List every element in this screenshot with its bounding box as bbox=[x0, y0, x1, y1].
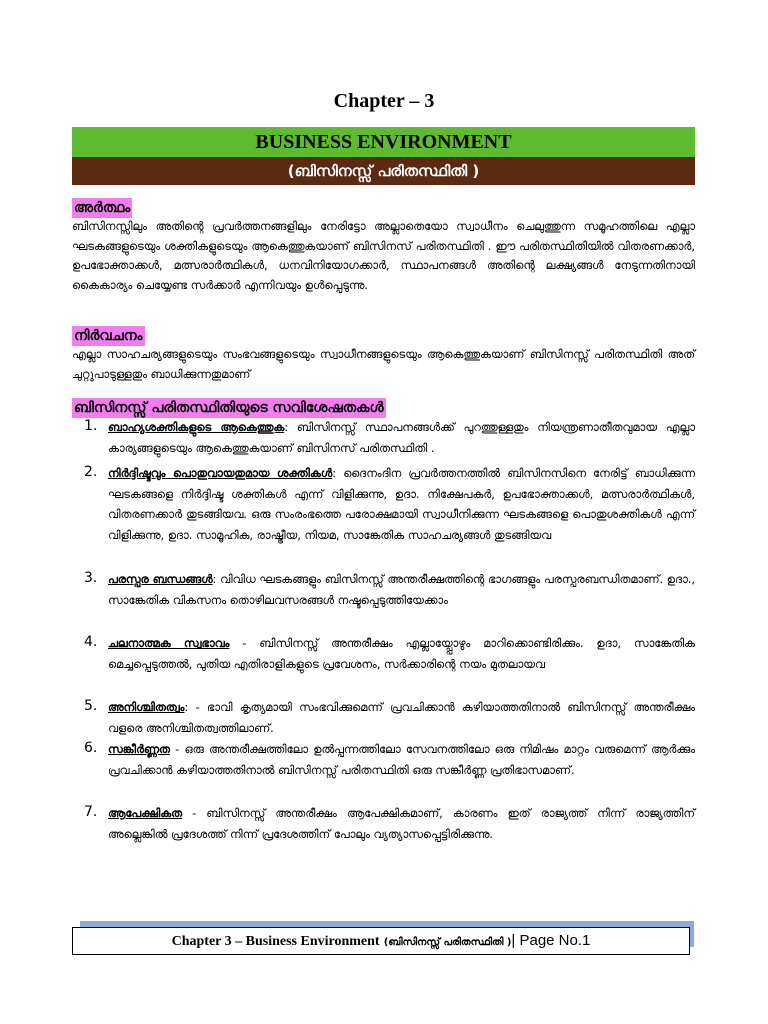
feature-separator: - bbox=[169, 742, 185, 756]
feature-description: ബിസിനസ്സ് സ്ഥാപനങ്ങൾക്ക് പുറത്തുള്ളതും നിയന്ത്രണാതീതവുമായ എല്ലാ കാര്യങ്ങളുടെയും ആകെത്തുകയാണ് ബിസിനസ് പരിതസ്ഥിതി . bbox=[108, 420, 695, 455]
feature-term: സങ്കീർണ്ണത bbox=[108, 742, 170, 756]
feature-term: നിർദ്ദിഷ്ടവും പൊതുവായതുമായ ശക്തികൾ bbox=[108, 466, 333, 480]
feature-text-block bbox=[108, 463, 695, 545]
chapter-title: Chapter – 3 bbox=[333, 90, 435, 112]
feature-text-block bbox=[108, 697, 695, 738]
meaning-heading: അർത്ഥം bbox=[74, 200, 131, 216]
banner-title-malayalam: (ബിസിനസ്സ് പരിതസ്ഥിതി ) bbox=[72, 157, 695, 185]
definition-paragraph: എല്ലാ സാഹചര്യങ്ങളുടെയും സംഭവങ്ങളുടെയും സ്വാധീനങ്ങളുടെയും ആകെത്തുകയാണ് ബിസിനസ്സ് പരിതസ്ഥിതി അത് ചുറ്റുപാടുള്ളതും ബാധിക്കുന്നതുമാണ് bbox=[72, 347, 695, 381]
feature-description: ഭാവി കൃത്യമായി സംഭവിക്കുമെന്ന് പ്രവചിക്കാൻ കഴിയാത്തതിനാൽ ബിസിനസ്സ് അന്തരീക്ഷം വളരെ അനിശ്ചിതത്വത്തിലാണ്. bbox=[108, 700, 695, 735]
feature-text-block bbox=[108, 739, 695, 780]
feature-number: 6. bbox=[84, 740, 98, 756]
feature-text-block bbox=[108, 569, 695, 610]
feature-separator: : - bbox=[184, 700, 207, 714]
feature-number: 2. bbox=[84, 464, 98, 480]
feature-number: 3. bbox=[84, 570, 98, 586]
feature-separator: : bbox=[284, 420, 297, 434]
footer-chapter-malayalam: (ബിസിനസ്സ് പരിതസ്ഥിതി ) bbox=[383, 937, 512, 948]
features-heading: ബിസിനസ്സ് പരിതസ്ഥിതിയുടെ സവിശേഷതകൾ bbox=[74, 400, 384, 416]
feature-term: അനിശ്ചിതത്വം bbox=[108, 700, 185, 714]
feature-number: 7. bbox=[84, 804, 98, 820]
feature-term: പരസ്പര ബന്ധങ്ങൾ bbox=[108, 572, 213, 586]
feature-text-block bbox=[108, 633, 695, 674]
feature-separator: : bbox=[212, 572, 221, 586]
definition-heading: നിർവചനം bbox=[74, 328, 143, 344]
feature-text-block bbox=[108, 417, 695, 458]
feature-description: ബിസിനസ്സ് അന്തരീക്ഷം ആപേക്ഷികമാണ്, കാരണം ഇത് രാജ്യത്ത് നിന്ന് രാജ്യത്തിന് അല്ലെങ്കിൽ പ്രദേശത്ത് നിന്ന് പ്രദേശത്തിന് പോലും വ്യത്യാസപ്പെട്ടിരിക്കുന്നു. bbox=[108, 806, 695, 841]
footer-page-number: | Page No.1 bbox=[511, 932, 591, 949]
footer-chapter-title: Chapter 3 – Business Environment bbox=[171, 934, 380, 949]
feature-number: 4. bbox=[84, 634, 98, 650]
feature-number: 5. bbox=[84, 698, 98, 714]
feature-description: ദൈനംദിന പ്രവർത്തനത്തിൽ ബിസിനസിനെ നേരിട്ട് ബാധിക്കുന്ന ഘടകങ്ങളെ നിർദ്ദിഷ്ട ശക്തികൾ എന്ന് വിളിക്കുന്നു, ഉദാ. നിക്ഷേപകർ, ഉപഭോക്താക്കൾ, മത്സരാർത്ഥികൾ, വിതരണക്കാർ തുടങ്ങിയവ. ഒരു സംരംഭത്തെ പരോക്ഷമായി സ്വാധീനിക്കുന്ന ഘടകങ്ങളെ പൊതുശക്തികൾ എന്ന് വിളിക്കുന്നു, ഉദാ. സാമൂഹിക, രാഷ്ട്രീയ, നിയമ, സാങ്കേതിക സാഹചര്യങ്ങൾ തുടങ്ങിയവ bbox=[108, 466, 695, 542]
feature-description: ഒരു അന്തരീക്ഷത്തിലോ ഉൽപ്പന്നത്തിലോ സേവനത്തിലോ ഒരു നിമിഷം മാറ്റം വരുമെന്ന് ആർക്കും പ്രവചിക്കാൻ കഴിയാത്തതിനാൽ ബിസിനസ്സ് പരിതസ്ഥിതി ഒരു സങ്കീർണ്ണ പ്രതിഭാസമാണ്. bbox=[108, 742, 695, 777]
page-footer bbox=[72, 927, 690, 955]
feature-term: ബാഹ്യശക്തികളുടെ ആകെത്തുക bbox=[108, 420, 285, 434]
feature-term: ചലനാത്മക സ്വഭാവം bbox=[108, 636, 230, 650]
feature-separator: : bbox=[332, 466, 344, 480]
meaning-paragraph: ബിസിനസ്സിലും അതിന്റെ പ്രവർത്തനങ്ങളിലും നേരിട്ടോ അല്ലാതെയോ സ്വാധീനം ചെലുത്തുന്ന സമൂഹത്തിലെ എല്ലാ ഘടകങ്ങളുടെയും ശക്തികളുടെയും ആകെത്തുകയാണ് ബിസിനസ് പരിതസ്ഥിതി . ഈ പരിതസ്ഥിതിയിൽ വിതരണക്കാർ, ഉപഭോക്താക്കൾ, മത്സരാർത്ഥികൾ, ധനവിനിയോഗക്കാർ, സ്ഥാപനങ്ങൾ അതിന്റെ ലക്ഷ്യങ്ങൾ നേടുന്നതിനായി കൈകാര്യം ചെയ്യേണ്ട സർക്കാർ എന്നിവയും ഉൾപ്പെടുന്നു. bbox=[72, 219, 695, 292]
feature-term: ആപേക്ഷികത bbox=[108, 806, 183, 820]
feature-description: ബിസിനസ്സ് അന്തരീക്ഷം എല്ലായ്പ്പോഴും മാറിക്കൊണ്ടിരിക്കും. ഉദാ, സാങ്കേതിക മെച്ചപ്പെടുത്തൽ, പുതിയ എതിരാളികളുടെ പ്രവേശനം, സർക്കാരിന്റെ നയം മുതലായവ bbox=[108, 636, 695, 671]
feature-separator: - bbox=[182, 806, 207, 820]
banner-title-english: BUSINESS ENVIRONMENT bbox=[72, 127, 695, 157]
feature-separator: - bbox=[229, 636, 260, 650]
feature-description: വിവിധ ഘടകങ്ങളും ബിസിനസ്സ് അന്തരീക്ഷത്തിന്റെ ഭാഗങ്ങളും പരസ്പരബന്ധിതമാണ്. ഉദാ., സാങ്കേതിക വികസനം തൊഴിലവസരങ്ങൾ നഷ്ടപ്പെടുത്തിയേക്കാം bbox=[108, 572, 695, 607]
feature-text-block bbox=[108, 803, 695, 844]
feature-number: 1. bbox=[84, 418, 98, 434]
